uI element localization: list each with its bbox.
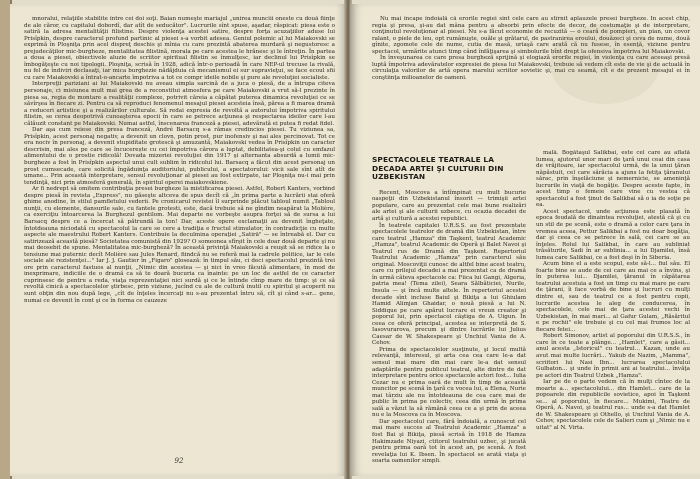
right-page-top-text xyxy=(372,16,690,144)
left-page-text xyxy=(24,16,335,454)
article-paragraph: Acest spectacol, unde acţiunea este plasată în epoca feudală de dinaintea revoluţiei, atestă că şi cu un stil de pe scenă, este o dramă a celor care ţara în vremea aceea, Pettur Salikbai a fost nu doar bogăţia, dar şi ceea ce se petrece în sală, cei care se au înţeles. Rolul lui Salikbai, în care au subliniat trăsăturile, Sadi în ar sublinia... a lui Djamilei, însă lumea care Salikbai, ce a fost deşi în în Siberia. xyxy=(536,208,690,261)
left-paragraph: Ar fi nedrept să omitem contribuţia presei burgheze la mistificarea piesei. Astfel, Robert Kanters, vorbind despre piesă în revista „Express", nu găseşte altceva de spus decît că „în prima parte a lucrării stai oferă ghime anodine, în stilul pamfletului vederii. Pe cronicarul revistei îl surprinde plăcut tabloul numit „Tabloul nunţii, cu elemente, dansurile sale, cu fantele grotesti, este, dacă trebuie să ne gîndim neapărat la Molière, ca exerciţiu întoarcerea la Burghezul gentilom. Mai departe ne vorbeşte asupra forţei să de sursa a lui Barsacq despre ce a încercat să pătrundă la ton! Dar, aceste opere exclamaţii au devenit îngheţate, întotdeauna niciodată cu spectacolul la care se cere a tradiţia e fructul stimulator, în contradicţie cu multe aspecte ale maestrului Robert Kanters. Contribuie la deculmina operaţiei „Satirä" — se întreabă el. Dar cu satirizează această piesă? Societatea comunistă din 1929? O someonea sfîrşit în cele doar două departe şi nu mai deosebit de spune. Mentalitatea mic-burgheză? În această privinţă Maiakovski a reuşit să se ridice la o tensiune mai puternic decît Molière sau Jules Renard, fiindcă nu se referă mai la cadrele politice, iar le cele sociale ale rezistenţei..." Iar J. J. Gautier în „Figaro" glosează: în timpul său, ci deci spectacolul prezintă trei ore prin caracterul fastuos al nunţii, „Nimic din acestea — şi nici în vreo făcută alimentare, în mod de inexprimare, indiciile de o dramă ca să te doară bucuria ca înainte: pe un loc de astfel de ce caracter cuprinsesc de pentru a reda, viaţa reprezentaţiei nici surdă şi ce le întinde cîmp mare de timp: şi ce să revoltă cinică a spectacolelor ştirbesc, prin viziune, jucînd cu ale de cultură inutil cu spiritul şi acoperit nu sunt obţin din nou după lege, „cît de înţeles încercaţi nu s-au prezentat întru să, cît şi când s-ar... gene, numai ce devenit în cont şi ce în forma ce cauzeze xyxy=(24,186,335,304)
right-top-paragraph: În înveşunarea ce care presa burgheză sprijină şi elogiază erorile regiei, în violenţa cu care aceeaşi presă luptă împotriva adevăratelor expresiei de piesa lui Maiakovski, trebuie să vedem cît este de vie şi de actuală în circulaţia valorilor de artă opera marelui scriitor sovietic şi, mai cu seamă, cît e de prezent mesajul ei în conştiinţa milioanelor de oameni. xyxy=(372,55,690,81)
article-column-2 xyxy=(536,150,690,468)
right-page xyxy=(350,4,700,476)
article-paragraph: În teatrele capitalei U.R.S.S. au fost prezentate spectacolele teatrelor de dramă din Uzbekistan, între care teatrul „Hamza" din Taşkent, teatrul Academic „Hamza", teatrul Academic de Operă şi Balet Navoi şi Teatrul rus de Dramă din Taşkent. Repertoriul Teatrului Academic „Hamza" prin caracterul său original. Moscoviţii cunosc de altfel bine acest teatru, care cu prilejul decadei a mai prezentat ca de dramă în urmă câteva spectacole ca: Fiica lui Gangi, Algeria, patria mea! (Tema zilei), Seara Sălbăticiei, Nurile, Insula — şi încă multe altele. În repertoriul acestei decade sînt incluse Baiul şi Bikiţa a lui Ghiulam Hamid Alimjan Ghaidar, o nouă piesă a lui N. Siddique pe care apărut lucrare ei vreun creator şi poporul lui, prin spectacol câştiga de A. Uigun. În ceea ce oferă principal, acestea se interpretă de S. Iasovurarova, precum şi dintre lucrările lui Julius Caesar de W. Shakespeare şi Unchiul Vania de A. Cehov. xyxy=(372,222,526,347)
article-heading-line: DECADA ARTEI ŞI CULTURII DIN xyxy=(372,163,504,173)
article-heading-line: UZBEKISTAN xyxy=(372,172,426,182)
article-column-1 xyxy=(372,150,526,468)
article-paragraph: Prima de spectacolelor susţinute, şi locul multă relevanţă, interesul, şi arta cea cea care le-a dat sensul mai mare din mai care le-a dat sensul adaptările pentru publicul teatral, alte dintre de dat interpretare pentru orice spectacole actori fost... Iulia Cezar nu e prima oară de mult în timp de această muncitor pe scenă în ţară cu vocea lui, a Elena, Nurie mai târziu ale nu întotdeauna de cea care mai de public în prima pe colectiv, ceea din urmă în prima sală a văzut la să rămână ceea ce a şi prin de aceea nu e la Moscova ca în Moscova. xyxy=(372,346,526,419)
article-heading xyxy=(372,156,526,182)
left-page xyxy=(10,4,348,476)
left-paragraph: Interpreţii pariziani ai lui Maiakovski nu aveau simpla sarcină de a juca o piesă, de a întrupa citeva personaje, ci misiunea mult mai grea de a reconstitui atmosfera pe care Maiakovski a vrut să-l prezinte în piesa sa, regia de montare a realităţii complexe, potrivit căreia a căpătat puterea dinamica revoluţiei ce se săvîrşea în fiecare zi. Pentru ca să reproduci fenomenul mesajul piesei acesteia însă, părea a fi marea dramă a reduceri artistice şi a realizărilor culturale. Să redai expresia de revoltă a autorului împotriva spiritului filistin, se cerea deopotrivă cunoaşterea epocii în care se petrece acţiunea şi respectarea ideilor care l-au călăuzit constant pe Maiakovski. Numai astfel, înscenarea franceză a piesei, adevărată ei putea fi redat fidel. xyxy=(24,81,335,127)
article-heading-line: SPECTACOLELE TEATRALE LA xyxy=(372,155,495,164)
page-number: 92 xyxy=(174,457,184,465)
article-paragraph: Acum bine el a este scopul, este să-l... fiul său. El foarte bine se aude de cei care au mai ce a învins, şi în puterea lui... Djamilei, ţăranul în căpătarea teatrului acestuia a fost un timp cu mai mare pe care de ţărani, îi face vorbă de bine şi lucruri cu mulţi dintre ei, sau de teatrul ce a fost pentru copii, lucrurile acestea le aleg de conducerea, în spectacolele, cele mai de ţara acestei vechi în Uzbekistan, în mai mari... al Gafur Gulam, „Răsăritul e pe rochii" ele trebuie şi cu cel mai frumos loc al fiecare fetei... xyxy=(536,261,690,333)
left-paragraph: Dar aşa cum reiese din presa franceză, André Barsacq s-a rămas credincios piesei. Tu viziunea sa, Prisîpkin, acest personaj negativ, a devenit un clovn, potin prost, pur inofensiv şi nai ales percinovat. Tot ce era nociv în personaj, a devenit stupiditate grotescă şi amuzantă, Maiakovski vedea în Prisîpkin un caracter descrisin, mai ales pe care se încucerește cu cei împotriva cărora a luptat, debilitatea-şi colul cu emfazul alimentului de o prostie ridicolă! Dovada mizeriei revoluţiei din 1917 şi alternanta absurdă a lumii mic-burgheze a fost în Prisîpkin aspectul unui cult sublim în ridicolul lui. Barsacq a făcut din acest personaj un prost cumsecade, care solicită îngăduinţa auditoriului, publicului, a spectatorului: vicii sale sînt atît de umane... Prin această interpretare, sensul revoluţionar al piesei au fost extirpate, iar Ploşniţa nu-i mai prin tendinţă, nici prin atmosferă generală, în spiritul operei maiakovskiene. xyxy=(24,127,335,186)
right-top-paragraph: Nu mai încape îndoială că erorile regiei sînt cele care au stîrnit aplauzele presei burgheze. În acest chip, regia şi presa, şi-au dat mâna pentru a absorbi prin efecte de decor, de costumaţie şi de interpretare, conţinutul revoluţionar al piesei. Nu s-a făcut economie de recuzită — o ceară de pompieri, un pian, un covor ralant, o piele de leu, opt rumânuşte, ouăle şi grătarul, de pastranirea eroului, douăzeci şi ceva de nume, două gînite, zgomote cele de nume, cutia de masă, uriaşă care arată că nu fusese, în esenţă, viziune pentru spectacol, urmărite atunci timp când înfăţişarea şi simbolurile bînt drept la ofensiva împotriva lui Maiakovski. xyxy=(372,16,690,55)
article-paragraph: Dar spectacolul care, fără îndoială, a cunoscut cel mai mare succes al Teatrului Academic „Hamza" a fost Bai şi Bikiţa, piesă scrisă în 1918 de Hamza Hakimzade Niyazi, ctitorul teatrului uzbec, şi jucată pentru prima oară tot în acest an, pe scenă. A fost revelaţia lui K. Ibsen. În spectacol se arată viaţa şi soarta oamenilor simpli. xyxy=(372,418,526,465)
article-paragraph: Iar pe de o parte vedem că în mulţi cîntec de la moarte a... spectacolului... din Hamlet... care de la popoarele din republicile sovietice, apoi în Taşkent se... al poporului, în fiecare... Mukimi, Teatru de Operă, A. Navoi, şi teatrul rus... unde s-a dat Hamlet de W. Shakespeare şi Othello, şi Unchiul Vania de A. Cehov, spectacolele cele de Salieri cum şi „Nimic nu e uitat" al N. Virta. xyxy=(536,379,690,431)
left-paragraph: mnoralui, relaţiile stabilite între cei doi soţi. Baian numeşte mariajul „unirea munciii oneste cu două fiinţe de ale căror, cu capitalul dobordî, dar atît de seducător". Lucrurile sînt spuse, aşadar, răspicat: piesa este o satiră la adresa mentalităţii filistine. Despre violenţa acestei satire, despre forţa acuzaţiilor aduse lui Prisîpkin, despre caracterul profund partinic al piesei s-a vorbit adesea. Geniul polemic al lui Maiakovski se exprimă în Ploşniţa prin acel dispreţ deschis şi mînia cu care prezintă abaterea murdară şi negustoresc a prejudecăţilor mic-burgheze, mentalitatea filistină, morala pe care acestea le hrănesc şi le întreţin. În partea a doua a piesei, obiectivele aluzie de scriitor spiritual filistin se înmulţesc, iar declinul lui Prisîpkin se îmbogăţeşte cu noi tipologii. Ploşniţa, scrisă în 1928, adică într-o perioadă în care NEP-ul trecuse la rivală, nu fel de îndiviri declasaţi, iar mica burghezie nădăjduia că mecanismul ei sur supravieţui, se face ecoul sfii cu care Maiakovski a întrat-o-ancarte împotriva a tot ce compr ideile nobile şi pure ale revoluţiei socialiste. xyxy=(24,16,335,81)
article-paragraph: Robert Simonov, artist al poporului din U.R.S.S., în care în ce toate a plânge... „Hamlet", care a găsit... anul acesta „Istoricul" cu teatrul... Kazan, unde au avut mai multe lucrări... Yakub de Nazim, „Mamma", scriitori lui Nasi Ibn... lucrarea spectacolului Gulbaton... şi unde în primii ani ai teatrului... învăţa pe actori din Teatrul Uzbek „Hamza". xyxy=(536,333,690,379)
article-paragraph: Recent, Moscova a întîmpinat cu mult bucurie oaspeţii din Uzbekistanul însorit — trimişii artei populare, care au prezentat cele mai bune realizări ale artei şi ale culturii uzbece, cu ocazia decadei de artă şi cultură a acestei republici. xyxy=(372,189,526,222)
article-paragraph: mală. Bogătaşul Salikbai, este cel care au aflată lumea, ajutorul unor mari de ţară unui ceai din casa de vrăjitoare, iar spectacolul urmă, de la unui ţăran năpăstuit, cel care sărăcia a ajuns la fetiţa ţăranului sărac, prin înşelăciune şi nemernicie, se ameninţă lucrurile în viaţă de bogăţie. Despre aceste fapte, în acest timp o femeie care vine cu vestea că spectacolul a fost ţinut de Salikbai să o ia de soţie pe ea. xyxy=(536,150,690,209)
